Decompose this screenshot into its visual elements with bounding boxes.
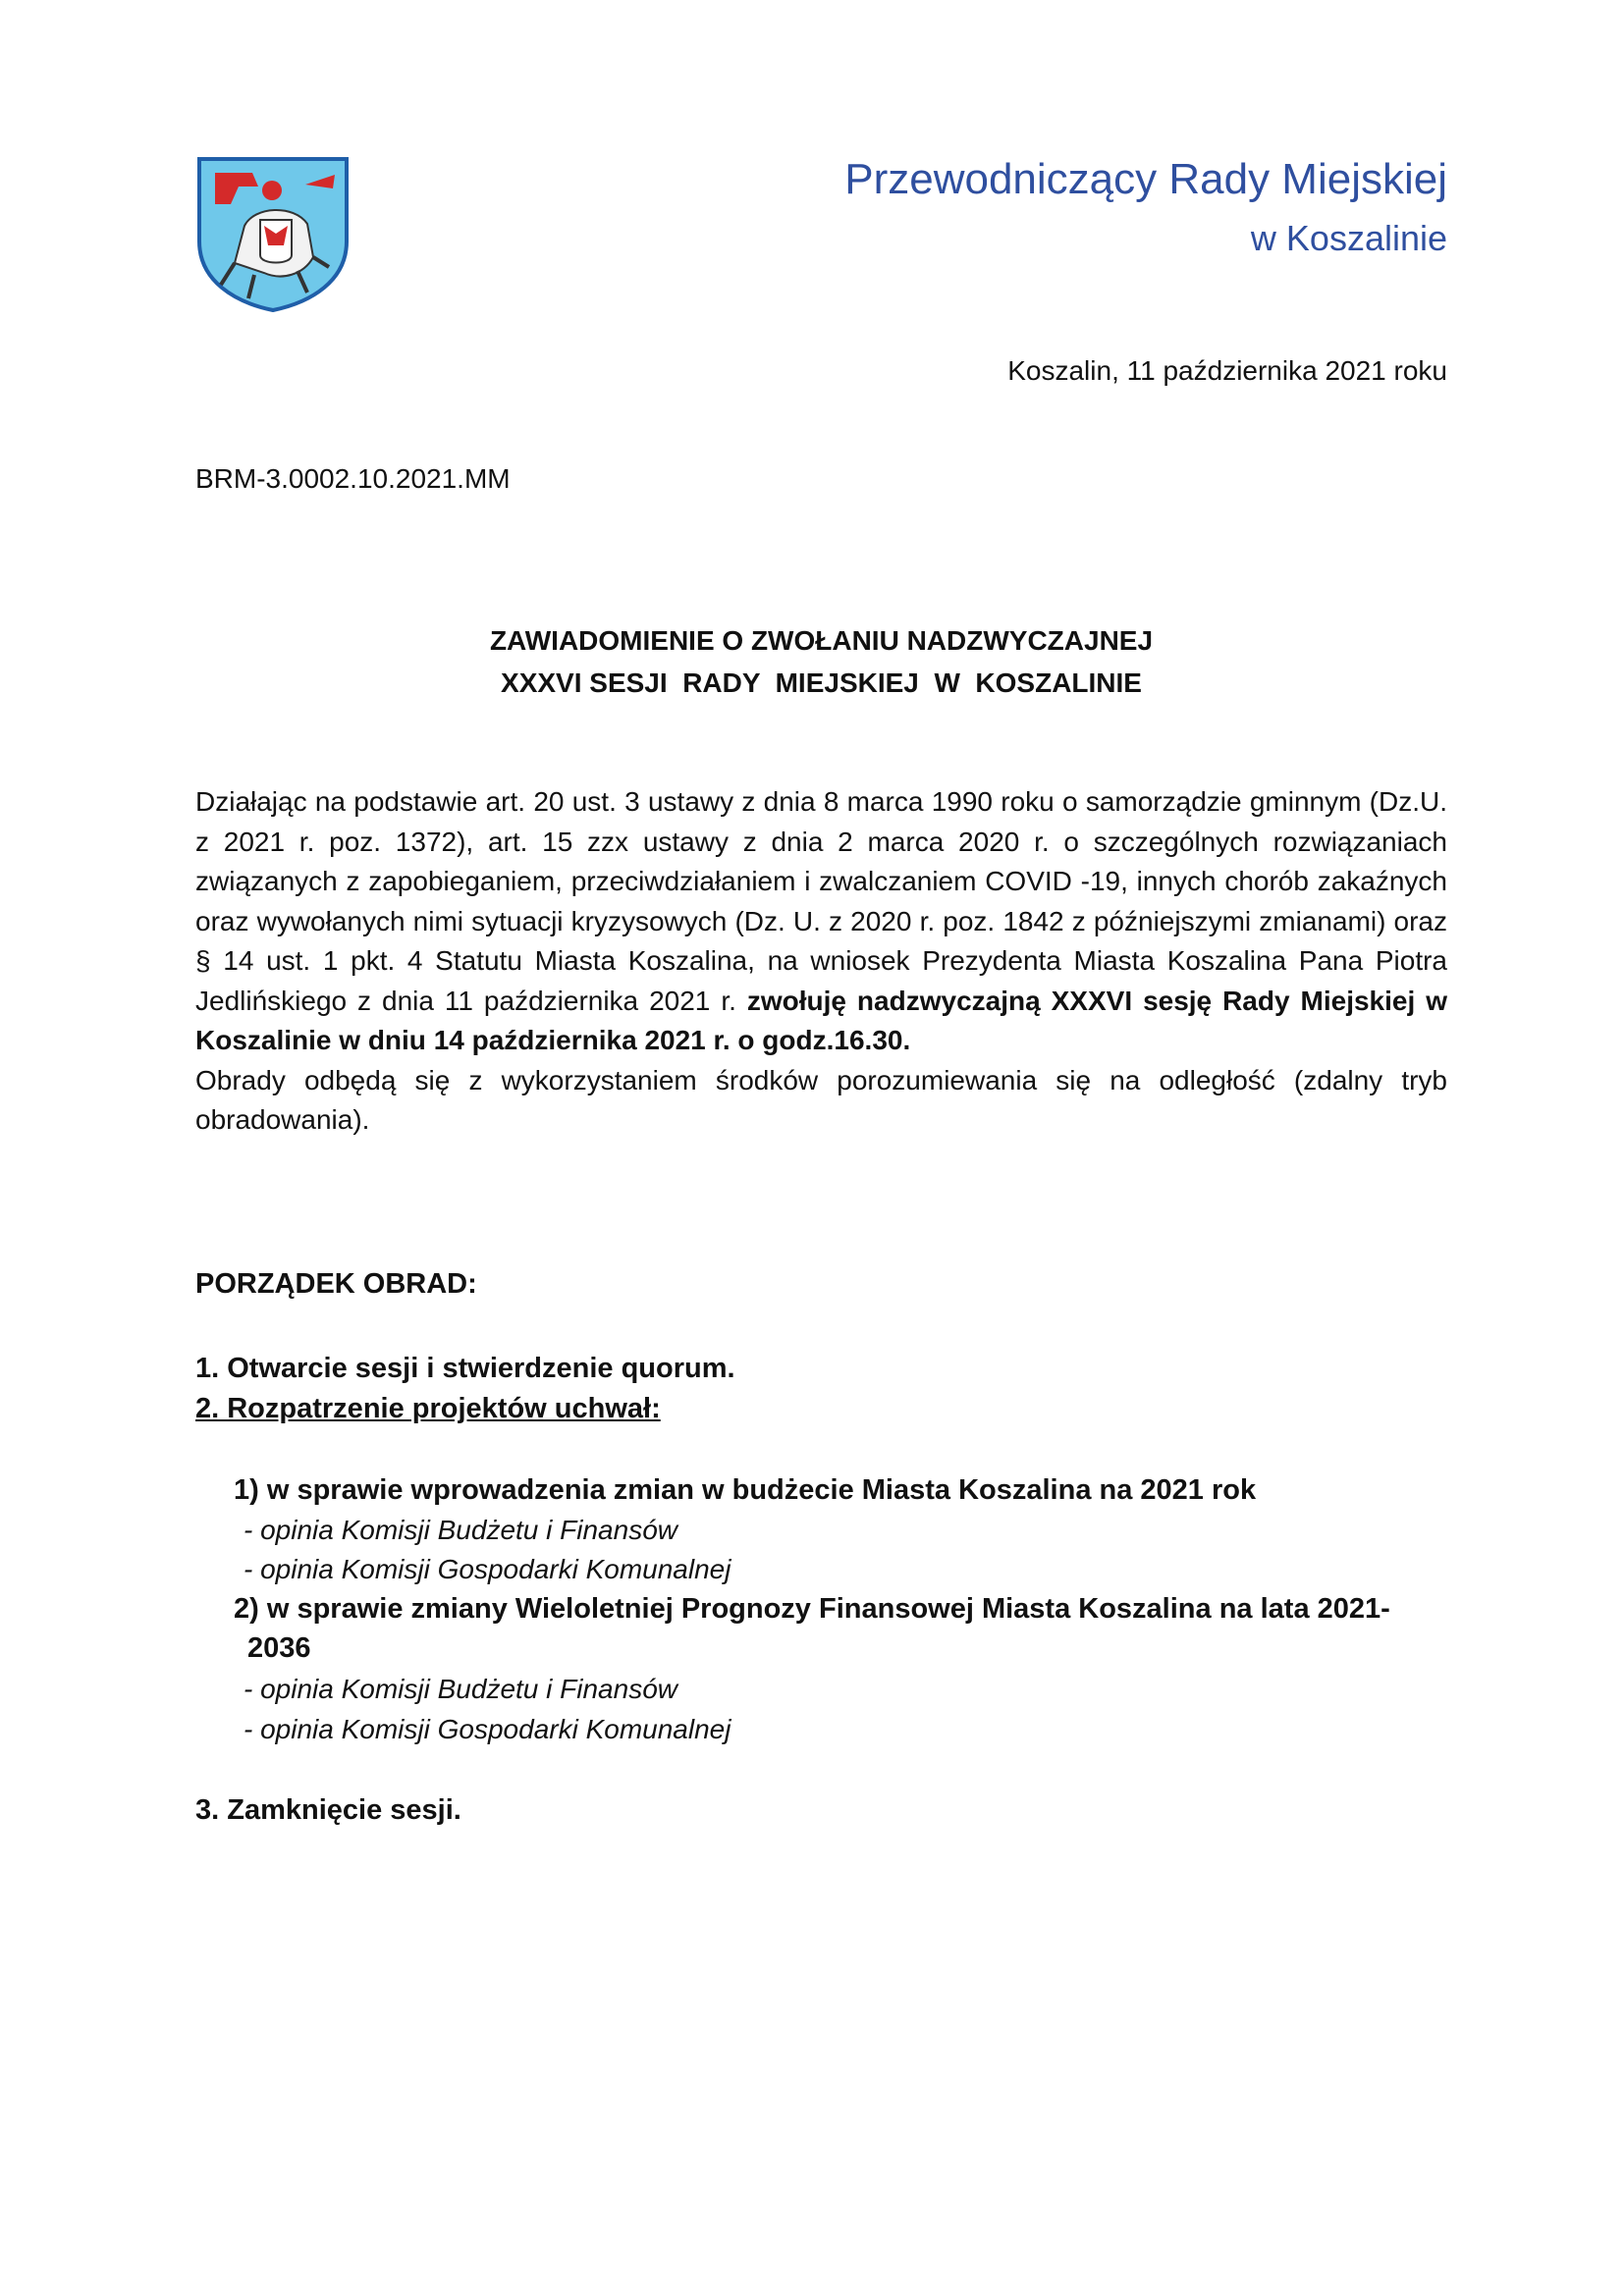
- agenda-subitem-2-continued: 2036: [247, 1632, 311, 1664]
- date-line: Koszalin, 11 października 2021 roku: [1007, 355, 1447, 386]
- opinion-communal-1: - opinia Komisji Gospodarki Komunalnej: [244, 1554, 731, 1584]
- agenda-item-2: 2. Rozpatrzenie projektów uchwał:: [195, 1393, 661, 1424]
- intro-text: Działając na podstawie art. 20 ust. 3 ustawy z dnia 8 marca 1990 roku o samorządzie gminnym (Dz.U. z 2021 r. poz. 1372), art. 15 zzx ustawy z dnia 2 marca 2020 r. o szczególnych rozwiązaniach związanych z zapobieganiem, przeciwdziałaniem i zwalczaniem COVID -19, innych chorób zakaźnych oraz wywołanych nimi sytuacji kryzysowych (Dz. U. z 2020 r. poz. 1842 z późniejszymi zmianami) oraz § 14 ust. 1 pkt. 4 Statutu Miasta Koszalina, na wniosek Prezydenta Miasta Koszalina Pana Piotra Jedlińskiego z dnia 11 października 2021 r.: [195, 786, 1447, 1016]
- notice-title-line2: XXXVI SESJI RADY MIEJSKIEJ W KOSZALINIE: [501, 667, 1142, 698]
- notice-body: [195, 782, 1447, 1141]
- notice-paragraph: [195, 782, 1447, 1061]
- agenda-subitem-1: 1) w sprawie wprowadzenia zmian w budżecie Miasta Koszalina na 2021 rok: [234, 1474, 1257, 1506]
- opinion-communal-2: - opinia Komisji Gospodarki Komunalnej: [244, 1714, 731, 1744]
- agenda-heading: PORZĄDEK OBRAD:: [195, 1268, 477, 1300]
- notice-title-line1: ZAWIADOMIENIE O ZWOŁANIU NADZWYCZAJNEJ: [489, 625, 1154, 656]
- agenda-subitem-2: 2) w sprawie zmiany Wieloletniej Prognozy Finansowej Miasta Koszalina na lata 2021-: [234, 1593, 1390, 1625]
- reference-number: BRM-3.0002.10.2021.MM: [195, 463, 511, 494]
- agenda-item-1: 1. Otwarcie sesji i stwierdzenie quorum.: [195, 1353, 735, 1384]
- remote-session-text: Obrady odbędą się z wykorzystaniem środków porozumiewania się na odległość (zdalny tryb obradowania).: [195, 1064, 1447, 1135]
- header-subtitle: w Koszalinie: [1250, 218, 1447, 258]
- header-title: Przewodniczący Rady Miejskiej: [844, 155, 1447, 203]
- opinion-budget-2: - opinia Komisji Budżetu i Finansów: [244, 1674, 677, 1704]
- agenda-item-3: 3. Zamknięcie sesji.: [195, 1794, 461, 1826]
- intro-bold-text: zwołuję nadzwyczajną XXXVI sesję Rady Miejskiej w Koszalinie w dniu 14 października 2021 r. o godz.16.30.: [195, 985, 1447, 1055]
- opinion-budget-1: - opinia Komisji Budżetu i Finansów: [244, 1515, 677, 1545]
- city-coat-of-arms: [195, 155, 351, 314]
